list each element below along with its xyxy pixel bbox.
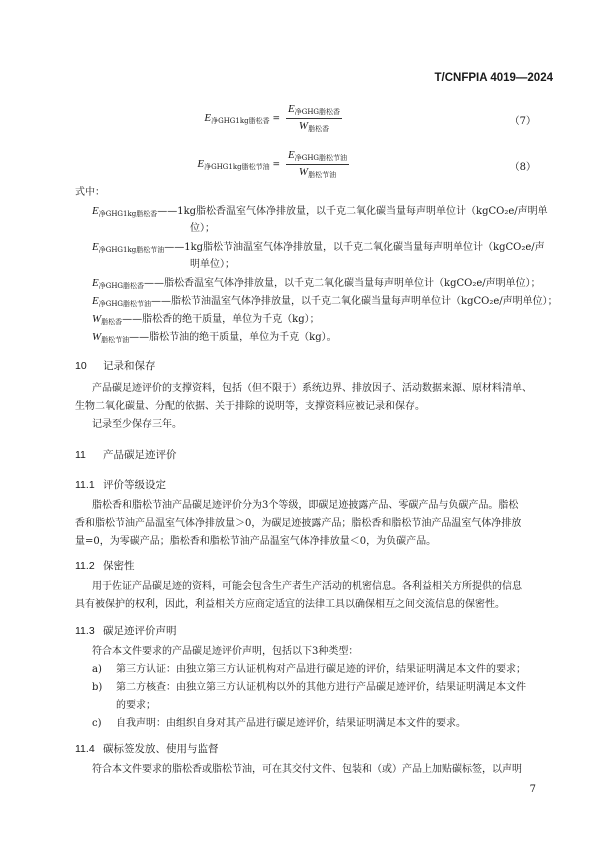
numerator (286, 103, 342, 119)
section-title: 保密性 (103, 560, 135, 572)
paragraph-line: 具有被保护的权利，因此，利益相关方应商定适宜的法律工具以确保相互之间交流信息的保密性。 (75, 599, 505, 610)
list-label: a) (92, 664, 102, 675)
lhs-subscript: 净GHG1kg脂松节油 (204, 163, 270, 171)
definition-symbol: E (92, 241, 99, 253)
denominator (286, 165, 349, 180)
equation-lhs (197, 158, 280, 172)
symbol-e: E (197, 158, 205, 170)
numerator-subscript: 净GHG脂松节油 (294, 154, 348, 162)
definition-symbol: E (92, 277, 99, 289)
where-label: 式中： (75, 187, 105, 198)
symbol-e: E (288, 149, 295, 161)
lhs-subscript: 净GHG1kg脂松香 (211, 117, 270, 125)
definition-subscript: 脂松香 (101, 318, 123, 326)
symbol-e: E (204, 112, 212, 124)
equals-sign: = (272, 114, 280, 124)
subsection-heading-11-3 (75, 623, 177, 638)
list-item (92, 661, 526, 679)
numerator-subscript: 净GHG脂松香 (294, 108, 341, 116)
section-number: 11 (75, 449, 86, 461)
paragraph-line: 量=0，为零碳产品；脂松香和脂松节油产品温室气体净排放量＜0，为负碳产品。 (75, 536, 437, 547)
section-number: 10 (75, 360, 87, 372)
list-item (92, 715, 466, 733)
list-text: 第三方认证：由独立第三方认证机构对产品进行碳足迹的评价，结果证明满足本文件的要求； (116, 664, 526, 675)
paragraph-line: 用于佐证产品碳足迹的资料，可能会包含生产者生产活动的机密信息。各利益相关方所提供的信息 (92, 581, 522, 592)
section-heading-10 (75, 358, 156, 373)
section-title: 碳标签发放、使用与监督 (103, 743, 219, 755)
subsection-heading-11-1 (75, 477, 166, 492)
denominator (286, 119, 342, 134)
section-heading-11 (75, 447, 177, 462)
section-number: 11.1 (75, 479, 95, 491)
section-title: 碳足迹评价声明 (103, 625, 177, 637)
equation-fraction (286, 103, 342, 134)
paragraph-line: 符合本文件要求的产品碳足迹评价声明，包括以下3种类型： (92, 646, 359, 657)
numerator (286, 149, 349, 165)
equation-number: （7） (509, 116, 536, 127)
section-title: 产品碳足迹评价 (103, 449, 177, 461)
list-text: 自我声明：由组织自身对其产品进行碳足迹评价，结果证明满足本文件的要求。 (116, 718, 466, 729)
definition-symbol: W (92, 313, 102, 325)
list-item (92, 679, 526, 697)
definition-subscript: 净GHG1kg脂松节油 (98, 246, 165, 254)
definition-subscript: 脂松节油 (101, 336, 130, 344)
section-title: 记录和保存 (103, 360, 156, 372)
definition-text: ——脂松节油的绝干质量，单位为千克（kg）。 (129, 332, 337, 343)
page-number: 7 (529, 784, 536, 795)
definition-subscript: 净GHG1kg脂松香 (98, 210, 158, 218)
definition-item (92, 202, 548, 223)
equals-sign: = (272, 160, 280, 170)
equation-number: （8） (509, 162, 536, 173)
paragraph-line: 记录至少保存三年。 (92, 419, 182, 430)
definition-symbol: W (92, 331, 102, 343)
paragraph-line: 香和脂松节油产品温室气体净排放量＞0，为碳足迹披露产品；脂松香和脂松节油产品温室气体净排放 (75, 518, 522, 529)
definition-symbol: E (92, 295, 99, 307)
paragraph-line: 产品碳足迹评价的支撑资料，包括（但不限于）系统边界、排放因子、活动数据来源、原材料清单、 (92, 383, 532, 394)
equation-lhs (204, 112, 280, 126)
denominator-subscript: 脂松香 (308, 125, 330, 133)
paragraph-line: 符合本文件要求的脂松香或脂松节油，可在其交付文件、包装和（或）产品上加贴碳标签，以声明 (92, 764, 522, 775)
symbol-w: W (298, 166, 309, 178)
section-number: 11.3 (75, 625, 95, 637)
list-label: b) (92, 682, 103, 693)
definition-text: ——1kg脂松节油温室气体净排放量，以千克二氧化碳当量每声明单位计（kgCO₂e/声 (164, 242, 545, 253)
definition-text: ——脂松香的绝干质量，单位为千克（kg）； (122, 314, 320, 325)
list-label: c) (92, 718, 102, 729)
section-number: 11.2 (75, 560, 95, 572)
definition-continuation: 明单位）； (190, 259, 235, 270)
definition-text: ——脂松节油温室气体净排放量，以千克二氧化碳当量每声明单位计（kgCO₂e/声明单位）； (151, 296, 558, 307)
paragraph-line: 生物二氧化碳量、分配的依据、关于排除的说明等，支撑资料应被记录和保存。 (75, 401, 425, 412)
definition-subscript: 净GHG脂松节油 (98, 300, 152, 308)
section-title: 评价等级设定 (103, 479, 166, 491)
definition-subscript: 净GHG脂松香 (98, 282, 145, 290)
standard-number: T/CNFPIA 4019—2024 (434, 72, 553, 84)
list-continuation: 的要求； (116, 700, 156, 711)
subsection-heading-11-2 (75, 558, 135, 573)
definition-symbol: E (92, 205, 99, 217)
definition-item (92, 328, 337, 349)
list-text: 第二方核查：由独立第三方认证机构以外的其他方进行产品碳足迹评价，结果证明满足本文件 (116, 682, 526, 693)
definition-continuation: 位）； (190, 223, 215, 234)
subsection-heading-11-4 (75, 741, 219, 756)
denominator-subscript: 脂松节油 (308, 171, 337, 179)
definition-text: ——1kg脂松香温室气体净排放量，以千克二氧化碳当量每声明单位计（kgCO₂e/声明单 (157, 206, 548, 217)
paragraph-line: 脂松香和脂松节油产品碳足迹评价分为3个等级，即碳足迹披露产品、零碳产品与负碳产品。脂松 (92, 500, 519, 511)
equation-fraction (286, 149, 349, 180)
section-number: 11.4 (75, 743, 95, 755)
definition-item (92, 238, 545, 259)
definition-text: ——脂松香温室气体净排放量，以千克二氧化碳当量每声明单位计（kgCO₂e/声明单位）； (144, 278, 541, 289)
symbol-w: W (298, 120, 309, 132)
symbol-e: E (288, 103, 295, 115)
